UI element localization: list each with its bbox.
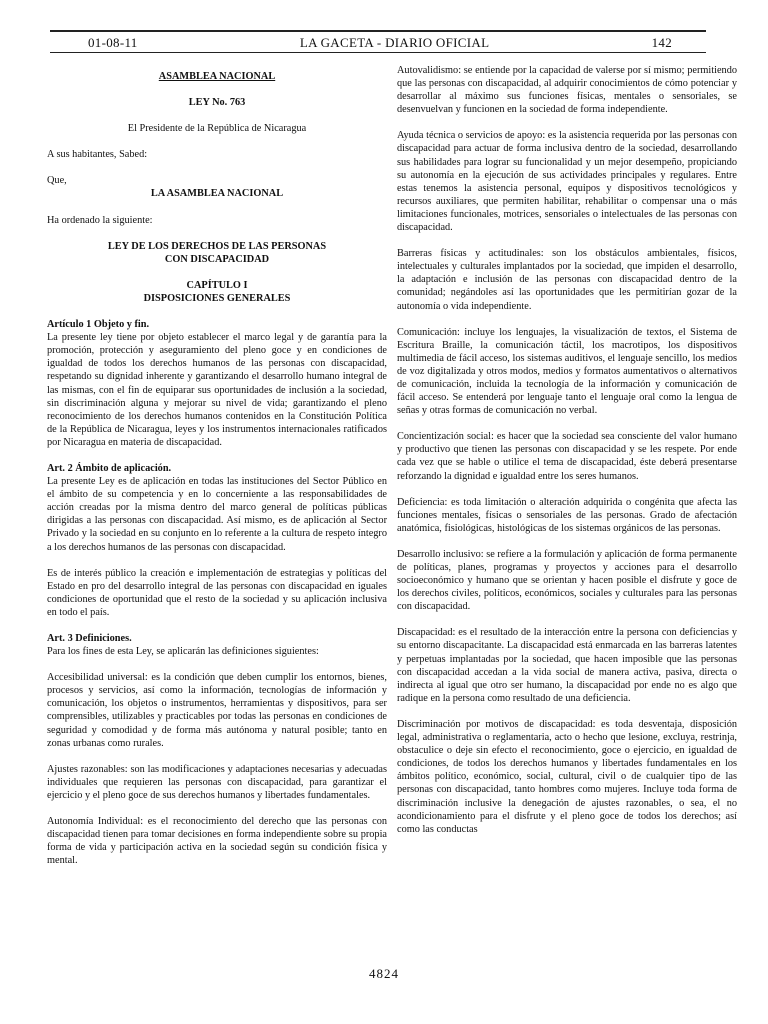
definition-comunicacion: Comunicación: incluye los lenguajes, la visualización de textos, el Sistema de Escritura Braille, la comunicación táctil, los macrotipos, los dispositivos multimedia de fácil acceso, los sistemas auditivos, el lenguaje sencillo, los medios de voz digitalizada y otros modos, medios y formatos aumentativos o alternativos de comunicación, incluida la tecnología de la información y comunicación de fácil acceso. Se entenderá por lenguaje tanto el lenguaje oral como la lengua de señas y otras formas de comunicación no verbal. (397, 326, 737, 417)
assembly-subheading: LA ASAMBLEA NACIONAL (150, 188, 284, 200)
page-header (50, 34, 706, 52)
definition-autovalidismo: Autovalidismo: se entiende por la capacidad de valerse por sí mismo; permitiendo que las personas con discapacidad, al adquirir conocimientos de cómo potenciar y desarrollar al máximo sus funciones físicas, mentales o sensoriales, se desenvuelvan y funcionen en la sociedad de forma independiente. (397, 65, 737, 116)
definition-accesibilidad: Accesibilidad universal: es la condición que deben cumplir los entornos, bienes, procesos y servicios, así como la información, tecnologías de información y comunicación, los objetos o instrumentos, herramientas y dispositivos, para ser comprensibles, utilizables y practicables por todas las personas en condiciones de seguridad y comodidad y de forma más autónoma y natural posible; tanto en zonas urbanas como rurales. (47, 672, 387, 749)
header-page-number: 142 (651, 35, 672, 50)
article-3-intro: Para los fines de esta Ley, se aplicarán las definiciones siguientes: (47, 646, 319, 658)
chapter-title: DISPOSICIONES GENERALES (143, 292, 291, 304)
definition-deficiencia: Deficiencia: es toda limitación o alteración adquirida o congénita que afecta las funciones mentales, físicas o sensoriales de las personas. Grado de afectación anatómica, fisiológicas, histológicas de los sistemas orgánicos de las personas. (397, 496, 737, 534)
que-line: Que, (47, 175, 67, 187)
right-column (397, 64, 737, 849)
definition-ayuda-tecnica: Ayuda técnica o servicios de apoyo: es la asistencia requerida por las personas con discapacidad para actuar de forma inclusiva dentro de la sociedad, desarrollando sus habilidades para lograr su funcionalidad y un mejor desempeño, propiciando su autonomía en la ejecución de sus actividades principales y regulares. Entre estas tenemos la asistencia personal, equipos y dispositivos tecnológicos y recursos auxiliares, que permiten habilitar, rehabilitar o compensar una o más limitaciones funcionales, motrices, sensoriales o intelectuales de las personas con discapacidad. (397, 130, 737, 234)
definition-desarrollo: Desarrollo inclusivo: se refiere a la formulación y aplicación de forma permanente de políticas, planes, programas y proyectos y acciones para el desarrollo socioeconómico y humano que se orientan y hacen posible el disfrute y goce de los derechos civiles, políticos, económicos, sociales y culturales para las personas con discapacidad. (397, 548, 737, 613)
definition-discriminacion: Discriminación por motivos de discapacidad: es toda desventaja, disposición legal, administrativa o reglamentaria, acto o hecho que lesione, excluya, restrinja, obstaculice o deje sin efecto el reconocimiento, goce o ejercicio, en igualdad de condiciones, de todos los derechos humanos y libertades fundamentales en los ámbitos político, económico, social, cultural, civil o de cualquier tipo de las personas con discapacidad, tanto hombres como mujeres. Incluye toda forma de discriminación inclusive la denegación de ajustes razonables, o sea, el no acondicionamiento para el disfrute y el pleno goce de todos los derechos; así como las conductas (397, 718, 737, 835)
article-2-title: Art. 2 Ámbito de aplicación. (47, 462, 172, 474)
president-line: El Presidente de la República de Nicaragua (127, 123, 307, 135)
article-1-title: Artículo 1 Objeto y fin. (47, 319, 150, 331)
ordenado-line: Ha ordenado la siguiente: (47, 214, 153, 226)
chapter-heading: CAPÍTULO I (186, 279, 248, 291)
definition-ajustes: Ajustes razonables: son las modificaciones y adaptaciones necesarias y adecuadas individuales que requieren las personas con discapacidad, para garantizar el ejercicio y el pleno goce de sus derechos humanos y libertades fundamentales. (47, 763, 387, 801)
header-date: 01-08-11 (88, 35, 138, 50)
header-title: LA GACETA - DIARIO OFICIAL (299, 35, 490, 50)
definition-discapacidad: Discapacidad: es el resultado de la interacción entre la persona con deficiencias y su entorno discapacitante. La discapacidad está enmarcada en las barreras latentes y perpetuas implantadas por la sociedad, que hacen imposible que las personas con discapacidad accedan a la vida social de manera activa, pasiva, directa o indirecta al igual que otro ser humano, la discapacidad por ende no es algo que radique en la persona como resultado de una deficiencia. (397, 627, 737, 704)
header-top-rule (50, 30, 706, 32)
assembly-heading: ASAMBLEA NACIONAL (158, 71, 276, 82)
public-interest-paragraph: Es de interés público la creación e implementación de estrategias y políticas del Estado en pro del desarrollo integral de las personas con discapacidad en iguales condiciones de oportunidad que el resto de la sociedad y su aplicación inclusiva en todo el país. (47, 567, 387, 618)
habitantes-line: A sus habitantes, Sabed: (47, 149, 148, 161)
article-2-text: La presente Ley es de aplicación en todas las instituciones del Sector Público en el ámbito de su competencia y en lo concerniente a las responsabilidades de acción creadas por la misma dentro del marco general de políticas públicas dirigidas a las personas con discapacidad. Así mismo, es de aplicación al Sector Privado y la sociedad en su conjunto en lo referente a la cultura de respeto íntegro a los derechos humanos de las personas con discapacidad. (47, 476, 387, 553)
left-column (47, 64, 387, 880)
article-1-text: La presente ley tiene por objeto establecer el marco legal y de garantía para la promoción, protección y aseguramiento del pleno goce y en condiciones de igualdad de todos los derechos humanos de las personas con discapacidad, respetando su dignidad inherente y garantizando el desarrollo humano integral de las mismas, con el fin de equiparar sus oportunidades de inclusión a la sociedad, sin discriminación alguna y mejorar su nivel de vida; garantizando el pleno reconocimiento de los derechos humanos contenidos en la Constitución Política de la República de Nicaragua, leyes y los instrumentos internacionales ratificados por Nicaragua en materia de discapacidad. (47, 332, 387, 448)
header-bottom-rule (50, 52, 706, 53)
law-title-line-2: CON DISCAPACIDAD (164, 253, 270, 265)
footer-page-number: 4824 (369, 966, 399, 981)
definition-concientizacion: Concientización social: es hacer que la sociedad sea consciente del valor humano y productivo que tienen las personas con discapacidad y se les respete. Por ende cada vez que se hable o utilice el tema de discapacidad, éste deberá presentarse reforzando la dignidad e igualdad entre los seres humanos. (397, 431, 737, 482)
definition-autonomia: Autonomía Individual: es el reconocimiento del derecho que las personas con discapacidad tienen para tomar decisiones en forma independiente sobre su propia forma de vida y participación activa en la sociedad según su condición física y mental. (47, 816, 387, 867)
article-3-title: Art. 3 Definiciones. (47, 633, 132, 644)
law-number: LEY No. 763 (188, 97, 246, 109)
definition-barreras: Barreras físicas y actitudinales: son los obstáculos ambientales, físicos, intelectuales y culturales implantados por la sociedad, que impiden el desarrollo, la adaptación e inclusión de las personas con discapacidad dentro de la comunidad; negándoles así las oportunidades que les permitirían gozar de la autonomía o vida independiente. (397, 248, 737, 312)
law-title-line-1: LEY DE LOS DERECHOS DE LAS PERSONAS (107, 240, 327, 252)
